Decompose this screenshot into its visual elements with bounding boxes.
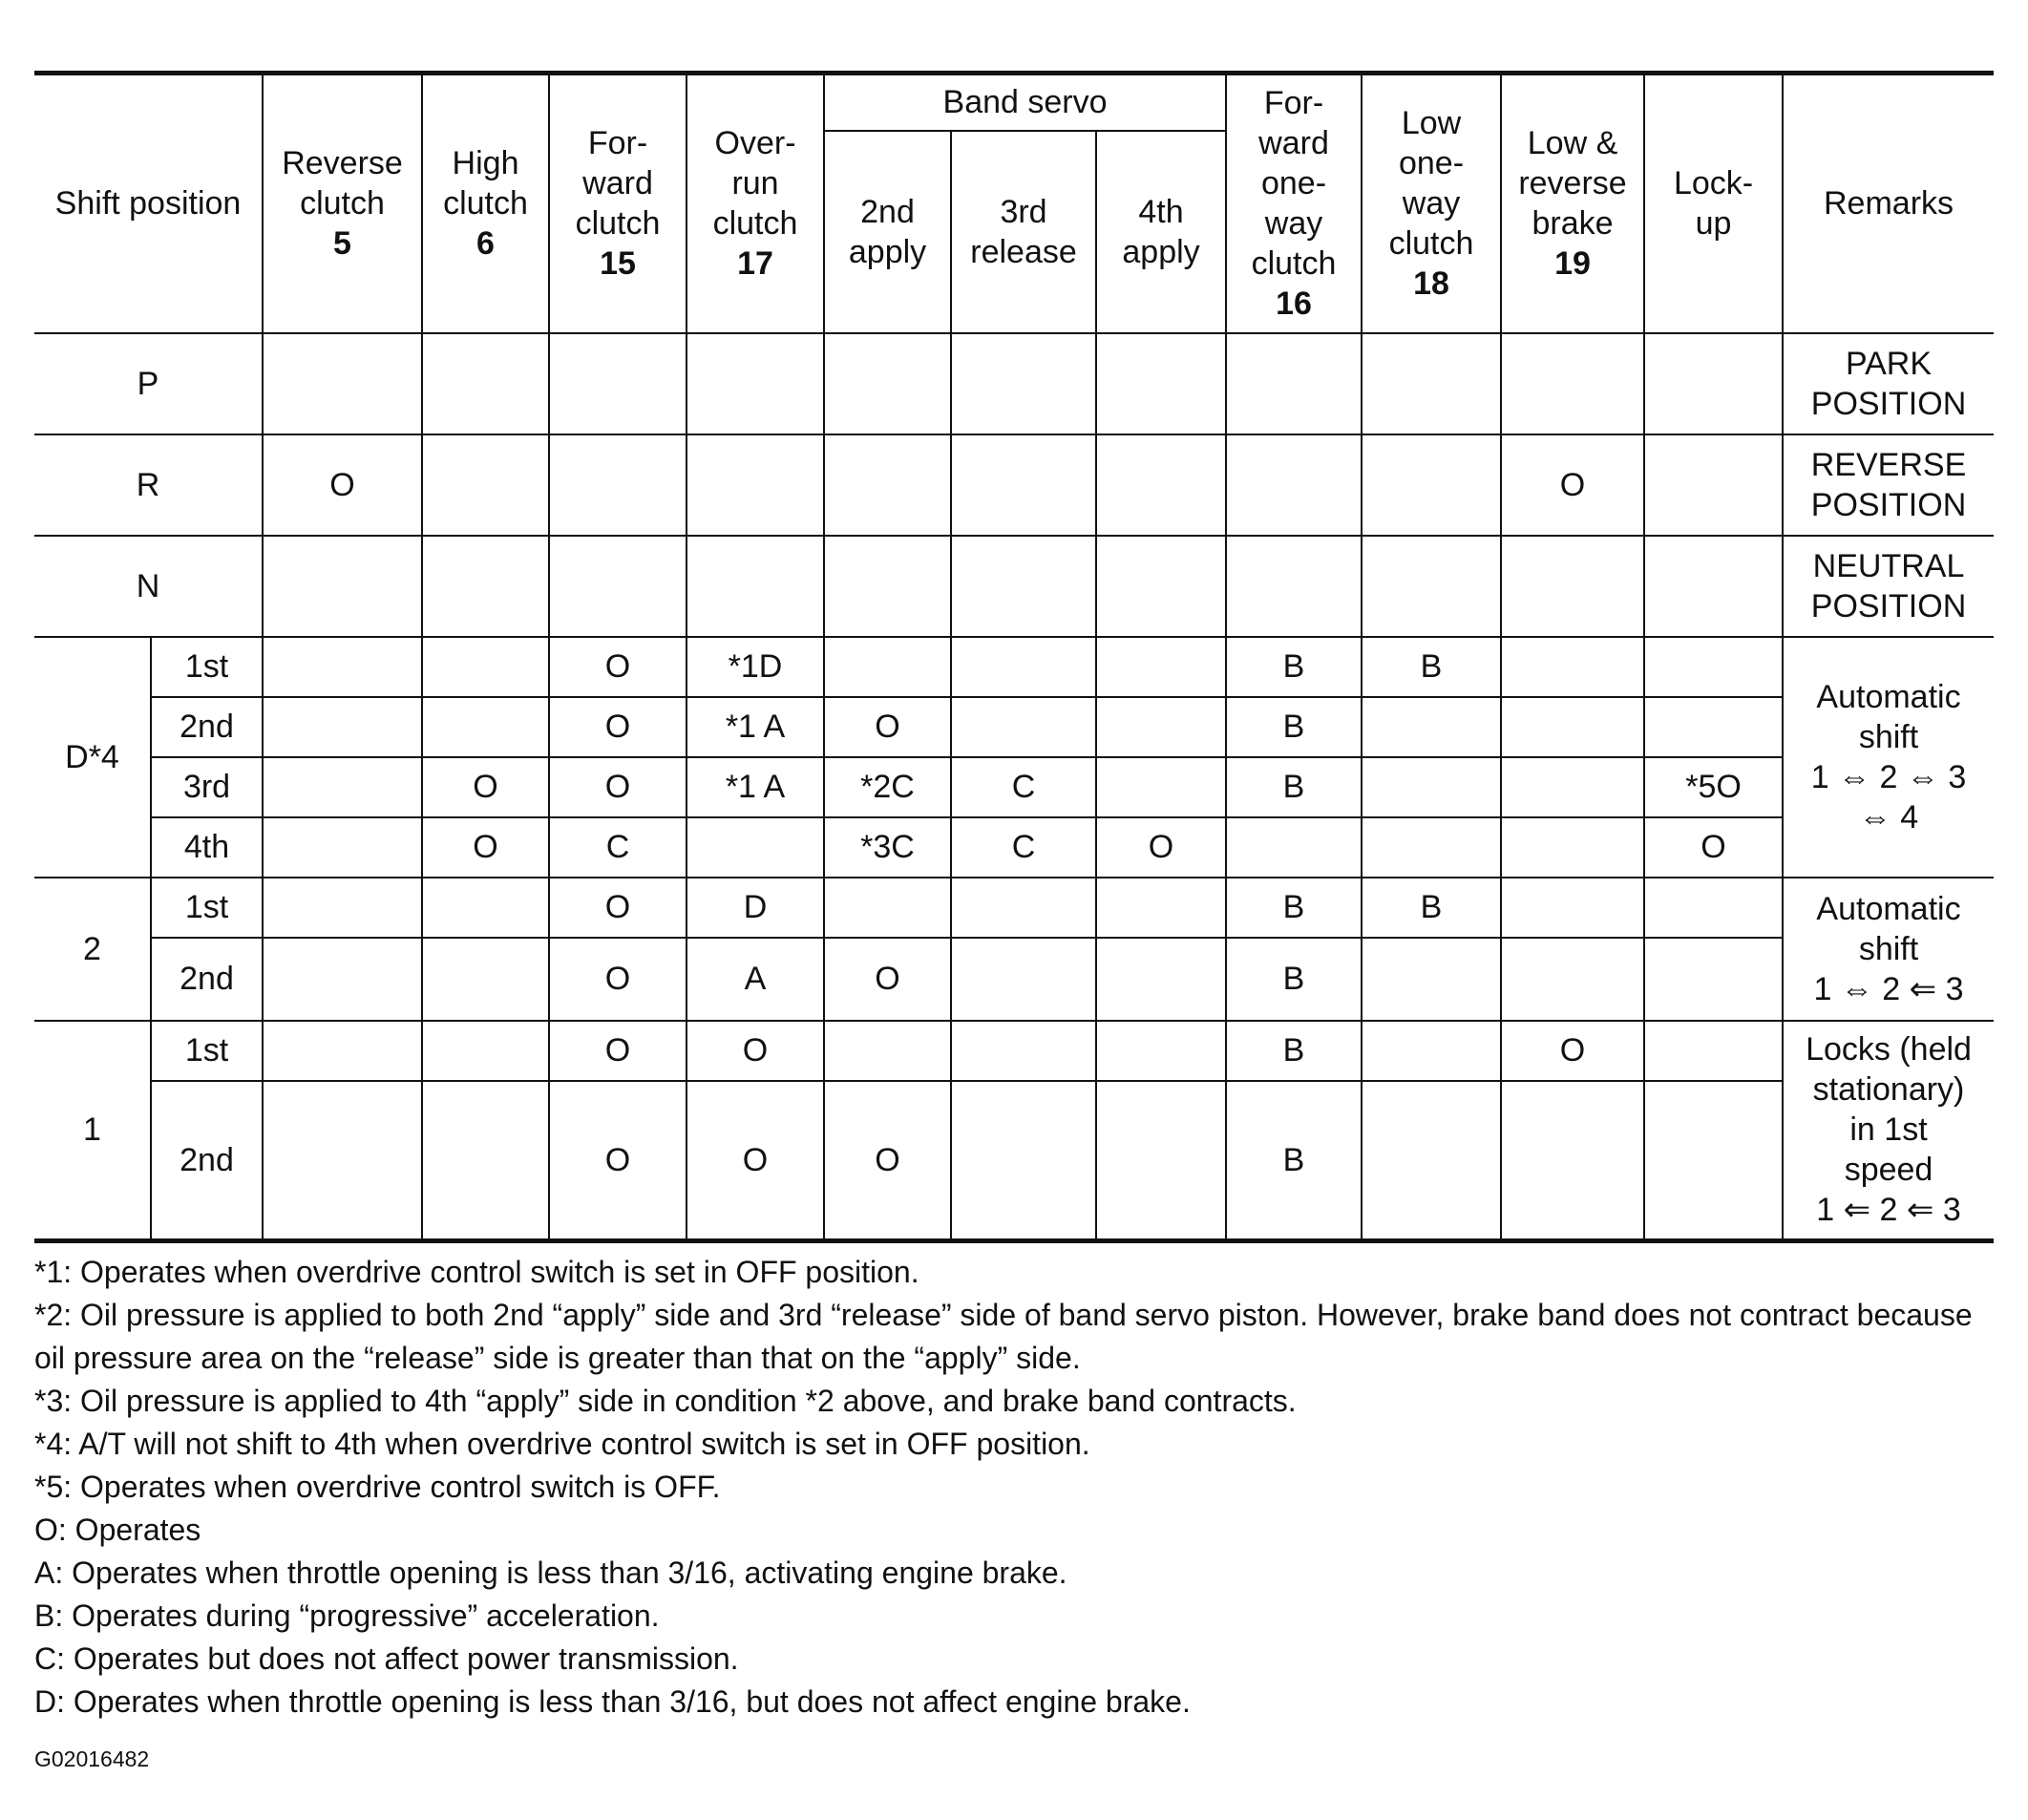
header-3rd-release: 3rd release bbox=[951, 131, 1096, 333]
cell-overrun-clutch: *1 A bbox=[687, 757, 824, 817]
header-overrun-clutch: Over- run clutch 17 bbox=[687, 74, 824, 333]
cell-high-clutch bbox=[422, 637, 549, 697]
shift-position-cell: 1 bbox=[34, 1021, 151, 1241]
header-band-servo: Band servo bbox=[824, 74, 1226, 131]
cell-forward-clutch: O bbox=[549, 757, 687, 817]
remark-cell: REVERSE POSITION bbox=[1783, 434, 1994, 536]
cell-3rd-release bbox=[951, 536, 1096, 637]
header-row-1 bbox=[34, 74, 1994, 131]
cell-overrun-clutch: *1D bbox=[687, 637, 824, 697]
header-remarks: Remarks bbox=[1783, 74, 1994, 333]
cell-high-clutch bbox=[422, 938, 549, 1021]
cell-low-reverse-brake bbox=[1501, 637, 1644, 697]
cell-forward-clutch: O bbox=[549, 1081, 687, 1241]
cell-high-clutch bbox=[422, 697, 549, 757]
cell-lockup bbox=[1644, 333, 1783, 434]
cell-forward-oneway-clutch bbox=[1226, 536, 1362, 637]
cell-4th-apply bbox=[1096, 938, 1226, 1021]
cell-4th-apply bbox=[1096, 697, 1226, 757]
table-row bbox=[34, 1081, 1994, 1241]
cell-3rd-release bbox=[951, 1081, 1096, 1241]
cell-high-clutch bbox=[422, 878, 549, 938]
cell-overrun-clutch: O bbox=[687, 1081, 824, 1241]
footnote: *4: A/T will not shift to 4th when overdrive control switch is set in OFF position. bbox=[34, 1427, 1090, 1461]
cell-forward-oneway-clutch: B bbox=[1226, 1021, 1362, 1081]
cell-2nd-apply bbox=[824, 1021, 951, 1081]
clutch-brake-operation-chart bbox=[34, 71, 1994, 1772]
cell-lockup: O bbox=[1644, 817, 1783, 878]
header-low-oneway-clutch: Low one- way clutch 18 bbox=[1362, 74, 1501, 333]
cell-forward-clutch: O bbox=[549, 637, 687, 697]
table-row bbox=[34, 817, 1994, 878]
cell-low-oneway-clutch bbox=[1362, 757, 1501, 817]
gear-cell: 1st bbox=[151, 878, 263, 938]
cell-2nd-apply bbox=[824, 637, 951, 697]
remark-cell: PARK POSITION bbox=[1783, 333, 1994, 434]
cell-low-reverse-brake bbox=[1501, 697, 1644, 757]
remark-cell: Locks (held stationary) in 1st speed 1 ⇐ 2 ⇐ 3 bbox=[1783, 1021, 1994, 1241]
header-reverse-clutch: Reverse clutch 5 bbox=[263, 74, 422, 333]
table-row bbox=[34, 1021, 1994, 1081]
cell-reverse-clutch: O bbox=[263, 434, 422, 536]
cell-low-oneway-clutch bbox=[1362, 333, 1501, 434]
cell-forward-oneway-clutch: B bbox=[1226, 637, 1362, 697]
cell-high-clutch bbox=[422, 536, 549, 637]
cell-reverse-clutch bbox=[263, 536, 422, 637]
table-row bbox=[34, 938, 1994, 1021]
cell-forward-oneway-clutch: B bbox=[1226, 757, 1362, 817]
cell-low-reverse-brake bbox=[1501, 333, 1644, 434]
cell-reverse-clutch bbox=[263, 1021, 422, 1081]
cell-low-oneway-clutch bbox=[1362, 938, 1501, 1021]
cell-2nd-apply bbox=[824, 333, 951, 434]
cell-overrun-clutch: D bbox=[687, 878, 824, 938]
cell-overrun-clutch bbox=[687, 434, 824, 536]
cell-lockup bbox=[1644, 697, 1783, 757]
cell-3rd-release bbox=[951, 637, 1096, 697]
cell-4th-apply bbox=[1096, 757, 1226, 817]
cell-low-reverse-brake: O bbox=[1501, 1021, 1644, 1081]
table-row bbox=[34, 536, 1994, 637]
gear-cell: 2nd bbox=[151, 938, 263, 1021]
table-row bbox=[34, 697, 1994, 757]
cell-4th-apply bbox=[1096, 333, 1226, 434]
shift-position-cell: P bbox=[34, 333, 263, 434]
footnote: B: Operates during “progressive” acceleration. bbox=[34, 1598, 660, 1633]
cell-lockup bbox=[1644, 1081, 1783, 1241]
cell-forward-clutch: O bbox=[549, 938, 687, 1021]
footnote: *5: Operates when overdrive control switch is OFF. bbox=[34, 1470, 721, 1504]
cell-3rd-release: C bbox=[951, 757, 1096, 817]
remark-cell: Automatic shift 1 ⇔ 2 ⇔ 3 ⇔ 4 bbox=[1783, 637, 1994, 878]
cell-3rd-release bbox=[951, 434, 1096, 536]
cell-reverse-clutch bbox=[263, 697, 422, 757]
footnote: *3: Oil pressure is applied to 4th “apply” side in condition *2 above, and brake band contracts. bbox=[34, 1384, 1297, 1418]
cell-forward-oneway-clutch bbox=[1226, 333, 1362, 434]
footnotes bbox=[34, 1251, 1994, 1724]
cell-high-clutch bbox=[422, 1081, 549, 1241]
cell-low-oneway-clutch bbox=[1362, 1021, 1501, 1081]
header-forward-clutch: For- ward clutch 15 bbox=[549, 74, 687, 333]
cell-3rd-release: C bbox=[951, 817, 1096, 878]
operation-table bbox=[34, 71, 1994, 1243]
header-low-reverse-brake: Low & reverse brake 19 bbox=[1501, 74, 1644, 333]
cell-3rd-release bbox=[951, 1021, 1096, 1081]
cell-lockup bbox=[1644, 434, 1783, 536]
shift-position-cell: 2 bbox=[34, 878, 151, 1021]
gear-cell: 1st bbox=[151, 1021, 263, 1081]
cell-high-clutch: O bbox=[422, 817, 549, 878]
cell-2nd-apply: *3C bbox=[824, 817, 951, 878]
cell-2nd-apply bbox=[824, 536, 951, 637]
cell-lockup bbox=[1644, 536, 1783, 637]
cell-overrun-clutch: A bbox=[687, 938, 824, 1021]
cell-reverse-clutch bbox=[263, 817, 422, 878]
table-row bbox=[34, 434, 1994, 536]
cell-4th-apply bbox=[1096, 1081, 1226, 1241]
table-row bbox=[34, 878, 1994, 938]
cell-forward-oneway-clutch bbox=[1226, 817, 1362, 878]
footnote: C: Operates but does not affect power transmission. bbox=[34, 1641, 739, 1676]
cell-2nd-apply: O bbox=[824, 938, 951, 1021]
cell-high-clutch bbox=[422, 333, 549, 434]
header-lockup: Lock- up bbox=[1644, 74, 1783, 333]
remark-cell: Automatic shift 1 ⇔ 2 ⇐ 3 bbox=[1783, 878, 1994, 1021]
cell-reverse-clutch bbox=[263, 757, 422, 817]
cell-forward-oneway-clutch bbox=[1226, 434, 1362, 536]
cell-overrun-clutch: *1 A bbox=[687, 697, 824, 757]
cell-3rd-release bbox=[951, 938, 1096, 1021]
cell-4th-apply bbox=[1096, 1021, 1226, 1081]
cell-2nd-apply bbox=[824, 434, 951, 536]
cell-forward-clutch bbox=[549, 536, 687, 637]
cell-3rd-release bbox=[951, 697, 1096, 757]
footnote: A: Operates when throttle opening is less than 3/16, activating engine brake. bbox=[34, 1555, 1067, 1590]
gear-cell: 2nd bbox=[151, 1081, 263, 1241]
cell-low-reverse-brake bbox=[1501, 536, 1644, 637]
header-forward-oneway-clutch: For- ward one- way clutch 16 bbox=[1226, 74, 1362, 333]
cell-low-oneway-clutch bbox=[1362, 536, 1501, 637]
shift-position-cell: D*4 bbox=[34, 637, 151, 878]
cell-low-oneway-clutch bbox=[1362, 697, 1501, 757]
cell-overrun-clutch bbox=[687, 536, 824, 637]
cell-low-reverse-brake bbox=[1501, 817, 1644, 878]
shift-position-cell: R bbox=[34, 434, 263, 536]
footnote: *1: Operates when overdrive control switch is set in OFF position. bbox=[34, 1255, 919, 1289]
cell-overrun-clutch bbox=[687, 333, 824, 434]
cell-4th-apply bbox=[1096, 536, 1226, 637]
cell-forward-oneway-clutch: B bbox=[1226, 878, 1362, 938]
cell-forward-oneway-clutch: B bbox=[1226, 697, 1362, 757]
figure-code: G02016482 bbox=[34, 1746, 150, 1771]
cell-low-oneway-clutch: B bbox=[1362, 878, 1501, 938]
cell-reverse-clutch bbox=[263, 1081, 422, 1241]
cell-2nd-apply: O bbox=[824, 697, 951, 757]
cell-forward-clutch bbox=[549, 434, 687, 536]
cell-2nd-apply bbox=[824, 878, 951, 938]
header-shift-position: Shift position bbox=[34, 74, 263, 333]
cell-high-clutch: O bbox=[422, 757, 549, 817]
table-row bbox=[34, 757, 1994, 817]
cell-low-reverse-brake bbox=[1501, 878, 1644, 938]
cell-overrun-clutch bbox=[687, 817, 824, 878]
cell-2nd-apply: O bbox=[824, 1081, 951, 1241]
cell-forward-clutch: O bbox=[549, 1021, 687, 1081]
remark-cell: NEUTRAL POSITION bbox=[1783, 536, 1994, 637]
cell-4th-apply: O bbox=[1096, 817, 1226, 878]
cell-3rd-release bbox=[951, 333, 1096, 434]
cell-4th-apply bbox=[1096, 637, 1226, 697]
cell-overrun-clutch: O bbox=[687, 1021, 824, 1081]
cell-lockup bbox=[1644, 878, 1783, 938]
cell-low-reverse-brake bbox=[1501, 757, 1644, 817]
table-row bbox=[34, 333, 1994, 434]
gear-cell: 2nd bbox=[151, 697, 263, 757]
cell-low-oneway-clutch bbox=[1362, 1081, 1501, 1241]
cell-lockup bbox=[1644, 637, 1783, 697]
cell-forward-clutch: C bbox=[549, 817, 687, 878]
header-4th-apply: 4th apply bbox=[1096, 131, 1226, 333]
cell-4th-apply bbox=[1096, 878, 1226, 938]
cell-lockup bbox=[1644, 1021, 1783, 1081]
cell-forward-clutch: O bbox=[549, 697, 687, 757]
gear-cell: 1st bbox=[151, 637, 263, 697]
cell-lockup: *5O bbox=[1644, 757, 1783, 817]
cell-forward-clutch: O bbox=[549, 878, 687, 938]
cell-low-oneway-clutch: B bbox=[1362, 637, 1501, 697]
cell-reverse-clutch bbox=[263, 637, 422, 697]
cell-low-oneway-clutch bbox=[1362, 817, 1501, 878]
header-2nd-apply: 2nd apply bbox=[824, 131, 951, 333]
cell-4th-apply bbox=[1096, 434, 1226, 536]
cell-high-clutch bbox=[422, 434, 549, 536]
cell-low-oneway-clutch bbox=[1362, 434, 1501, 536]
gear-cell: 4th bbox=[151, 817, 263, 878]
cell-low-reverse-brake: O bbox=[1501, 434, 1644, 536]
cell-reverse-clutch bbox=[263, 938, 422, 1021]
table-row bbox=[34, 637, 1994, 697]
cell-lockup bbox=[1644, 938, 1783, 1021]
gear-cell: 3rd bbox=[151, 757, 263, 817]
cell-3rd-release bbox=[951, 878, 1096, 938]
cell-low-reverse-brake bbox=[1501, 938, 1644, 1021]
footnote: D: Operates when throttle opening is less than 3/16, but does not affect engine brake. bbox=[34, 1684, 1191, 1719]
cell-low-reverse-brake bbox=[1501, 1081, 1644, 1241]
footnote: *2: Oil pressure is applied to both 2nd “apply” side and 3rd “release” side of band servo piston. However, brake band does not contract because oil pressure area on the “release” side is greater than that on the “apply” side. bbox=[34, 1298, 1973, 1375]
cell-forward-clutch bbox=[549, 333, 687, 434]
cell-2nd-apply: *2C bbox=[824, 757, 951, 817]
shift-position-cell: N bbox=[34, 536, 263, 637]
cell-high-clutch bbox=[422, 1021, 549, 1081]
footnote: O: Operates bbox=[34, 1513, 201, 1547]
cell-reverse-clutch bbox=[263, 878, 422, 938]
cell-reverse-clutch bbox=[263, 333, 422, 434]
cell-forward-oneway-clutch: B bbox=[1226, 1081, 1362, 1241]
cell-forward-oneway-clutch: B bbox=[1226, 938, 1362, 1021]
header-high-clutch: High clutch 6 bbox=[422, 74, 549, 333]
